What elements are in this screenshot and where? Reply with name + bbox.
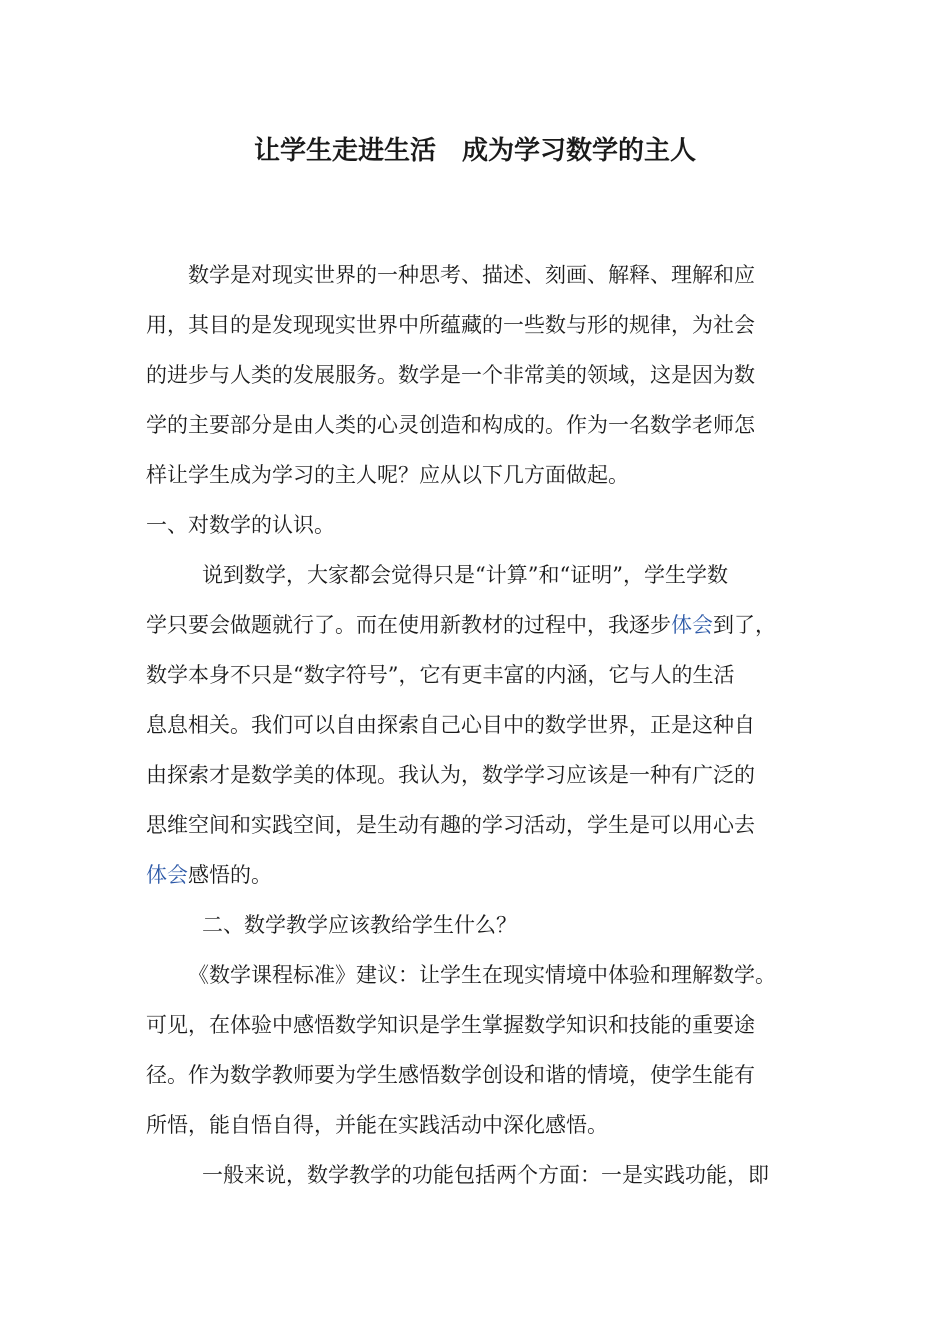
paragraph-line: 息息相关。我们可以自由探索自己心目中的数学世界，正是这种自 bbox=[146, 713, 755, 737]
paragraph-text: 学只要会做题就行了。而在使用新教材的过程中，我逐步 bbox=[146, 613, 671, 637]
paragraph-line: 一般来说，数学教学的功能包括两个方面：一是实践功能，即 bbox=[202, 1163, 769, 1187]
section-heading-1: 一、对数学的认识。 bbox=[146, 513, 335, 537]
paragraph-line: 由探索才是数学美的体现。我认为，数学学习应该是一种有广泛的 bbox=[146, 763, 755, 787]
paragraph-line: 学的主要部分是由人类的心灵创造和构成的。作为一名数学老师怎 bbox=[146, 413, 755, 437]
paragraph-line: 说到数学，大家都会觉得只是“计算”和“证明”，学生学数 bbox=[202, 563, 728, 587]
paragraph-line bbox=[146, 608, 776, 642]
paragraph-line: 样让学生成为学习的主人呢？应从以下几方面做起。 bbox=[146, 463, 629, 487]
document-title: 让学生走进生活 成为学习数学的主人 bbox=[253, 136, 696, 166]
paragraph-line: 的进步与人类的发展服务。数学是一个非常美的领域，这是因为数 bbox=[146, 363, 755, 387]
paragraph-text: 感悟的。 bbox=[188, 863, 272, 887]
paragraph-line: 数学是对现实世界的一种思考、描述、刻画、解释、理解和应 bbox=[188, 263, 755, 287]
paragraph-line: 所悟，能自悟自得，并能在实践活动中深化感悟。 bbox=[146, 1113, 608, 1137]
paragraph-line: 《数学课程标准》建议：让学生在现实情境中体验和理解数学。 bbox=[188, 963, 776, 987]
paragraph-line: 思维空间和实践空间，是生动有趣的学习活动，学生是可以用心去 bbox=[146, 813, 755, 837]
paragraph-line: 数学本身不只是“数字符号”，它有更丰富的内涵，它与人的生活 bbox=[146, 663, 735, 687]
paragraph-text: 到了， bbox=[713, 613, 776, 637]
paragraph-line: 可见，在体验中感悟数学知识是学生掌握数学知识和技能的重要途 bbox=[146, 1013, 755, 1037]
link-tihui[interactable]: 体会 bbox=[146, 863, 188, 887]
paragraph-line bbox=[146, 858, 272, 892]
paragraph-line: 用，其目的是发现现实世界中所蕴藏的一些数与形的规律，为社会 bbox=[146, 313, 755, 337]
link-tihui[interactable]: 体会 bbox=[671, 613, 713, 637]
paragraph-line: 径。作为数学教师要为学生感悟数学创设和谐的情境，使学生能有 bbox=[146, 1063, 755, 1087]
section-heading-2: 二、数学教学应该教给学生什么？ bbox=[202, 913, 517, 937]
